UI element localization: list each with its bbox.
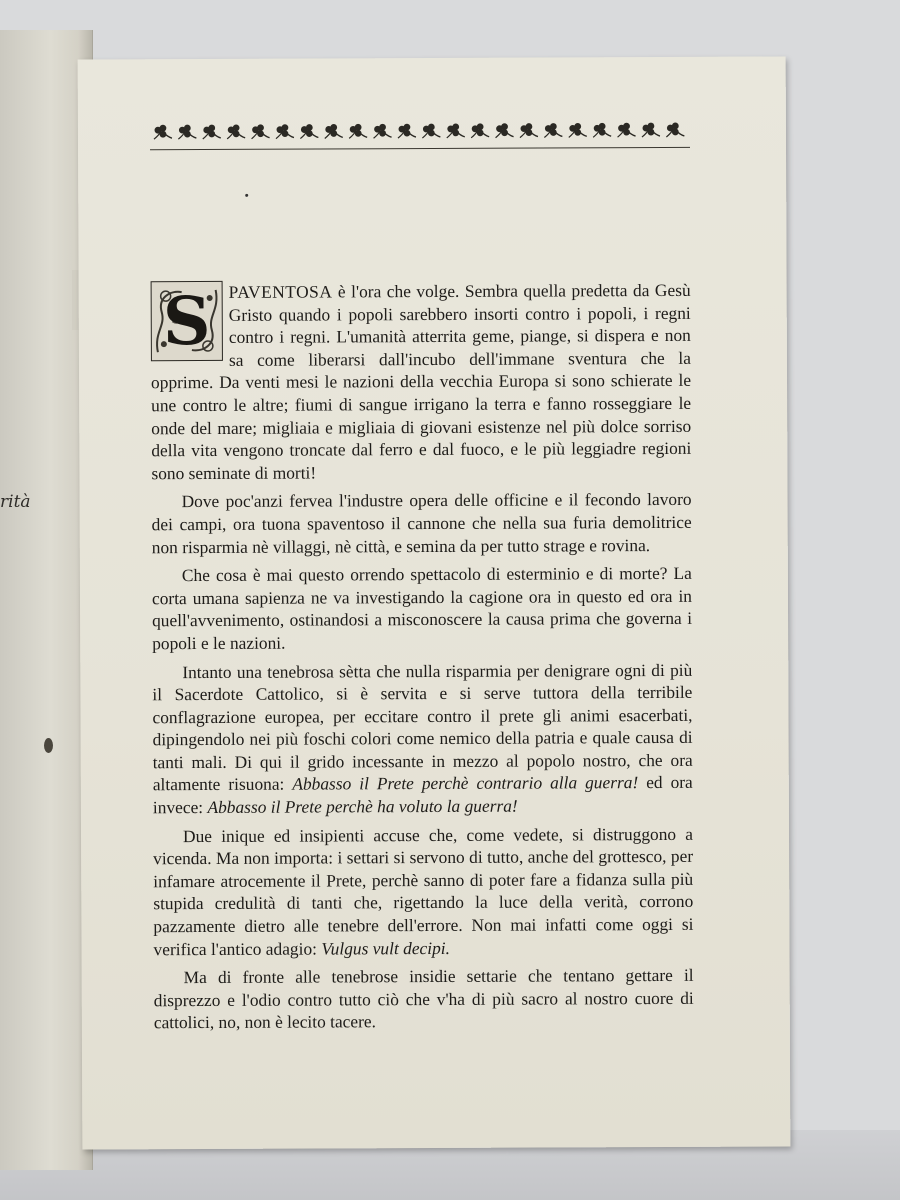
body-text bbox=[151, 279, 694, 1040]
ink-speck bbox=[245, 194, 248, 197]
italic-phrase: Abbasso il Prete perchè ha voluto la guerra! bbox=[207, 795, 518, 818]
clover-icon bbox=[520, 123, 538, 137]
initial-letter: S bbox=[162, 281, 211, 361]
clover-icon bbox=[276, 124, 294, 138]
text-run: Due inique ed insipienti accuse che, come vedete, si distruggono a vicenda. Ma non importa: i settari si servono di tutto, anche del grottesco, per infamare atrocemente il Prete, perchè sanno di poter fare a fidanza sulla più stupida credulità di tanti che, rigettando la luce della verità, corrono pazzamente dietro alle tenebre dell'errore. Non mai infatti come oggi si verifica l'antico adagio: bbox=[153, 823, 694, 959]
text-run: Dove poc'anzi fervea l'industre opera delle officine e il fecondo lavoro dei campi, ora tuona spaventoso il cannone che nella sua furia demolitrice non risparmia nè villaggi, nè città, e semina da per tutto strage e rovina. bbox=[151, 489, 692, 557]
paragraph bbox=[153, 823, 694, 961]
clover-icon bbox=[154, 125, 172, 139]
clover-icon bbox=[374, 124, 392, 138]
clover-ornament-border bbox=[150, 119, 690, 143]
clover-icon bbox=[203, 125, 221, 139]
clover-icon bbox=[398, 124, 416, 138]
clover-icon bbox=[642, 123, 660, 137]
left-page-word: rità bbox=[0, 492, 31, 512]
clover-icon bbox=[325, 124, 343, 138]
paragraph bbox=[152, 562, 692, 655]
paragraph bbox=[152, 488, 692, 558]
clover-icon bbox=[422, 124, 440, 138]
book-page bbox=[78, 56, 791, 1149]
clover-icon bbox=[569, 123, 587, 137]
text-run: è l'ora che volge. Sembra quella predetta da Gesù Gristo quando i popoli sarebbero insorti contro i popoli, i regni contro i regni. L'umanità atterrita geme, piange, si dispera e non sa come liberarsi dall'incubo dell'immane sventura che la opprime. Da venti mesi le nazioni della vecchia Europa si sono schierate le une contro le altre; fiumi di sangue irrigano la terra e fanno rosseggiare le onde del mare; migliaia e migliaia di giovani esistenze nel più dolce sorriso della vita vengono troncate dal ferro e dal fuoco, e le più leggiadre regioni sono seminate di morti! bbox=[150, 279, 692, 483]
clover-icon bbox=[227, 124, 245, 138]
text-run: Ma di fronte alle tenebrose insidie settarie che tentano gettare il disprezzo e l'odio contro tutto ciò che v'ha di più sacro al nostro cuore di cattolici, no, non è lecito tacere. bbox=[153, 965, 694, 1033]
text-run: Intanto una tenebrosa sètta che nulla risparmia per denigrare ogni di più il Sacerdote Cattolico, si è servita e si serve tuttora della terribile conflagrazione europea, per eccitare contro il prete gli animi esacerbati, dipingendolo nei più foschi colori come nemico della patria e quale causa di tanti mali. Di qui il grido incessante in mezzo al popolo nostro, che ora altamente risuona: bbox=[152, 659, 693, 795]
text-run: ed ora invece: bbox=[152, 772, 693, 818]
paragraph bbox=[152, 658, 693, 819]
clover-icon bbox=[447, 123, 465, 137]
clover-icon bbox=[252, 124, 270, 138]
clover-icon bbox=[666, 123, 684, 137]
clover-icon bbox=[593, 123, 611, 137]
clover-icon bbox=[544, 123, 562, 137]
clover-icon bbox=[349, 124, 367, 138]
italic-phrase: Vulgus vult decipi. bbox=[321, 937, 450, 959]
italic-phrase: Abbasso il Prete perchè contrario alla guerra! bbox=[292, 772, 639, 795]
opening-word: PAVENTOSA bbox=[228, 281, 333, 302]
text-run: Che cosa è mai questo orrendo spettacolo di esterminio e di morte? La corta umana sapienza ne va investigando la cagione ora in questo ed ora in quell'avvenimento, ostinandosi a misconoscere la causa prima che governa i popoli e le nazioni. bbox=[151, 562, 693, 654]
clover-icon bbox=[618, 123, 636, 137]
clover-icon bbox=[471, 123, 489, 137]
decorated-initial bbox=[151, 281, 223, 361]
ornament-rule bbox=[150, 147, 690, 150]
clover-icon bbox=[496, 123, 514, 137]
clover-icon bbox=[300, 124, 318, 138]
clover-icon bbox=[178, 125, 196, 139]
staple-hole bbox=[44, 738, 53, 753]
paragraph bbox=[151, 279, 692, 485]
paragraph bbox=[154, 964, 694, 1034]
